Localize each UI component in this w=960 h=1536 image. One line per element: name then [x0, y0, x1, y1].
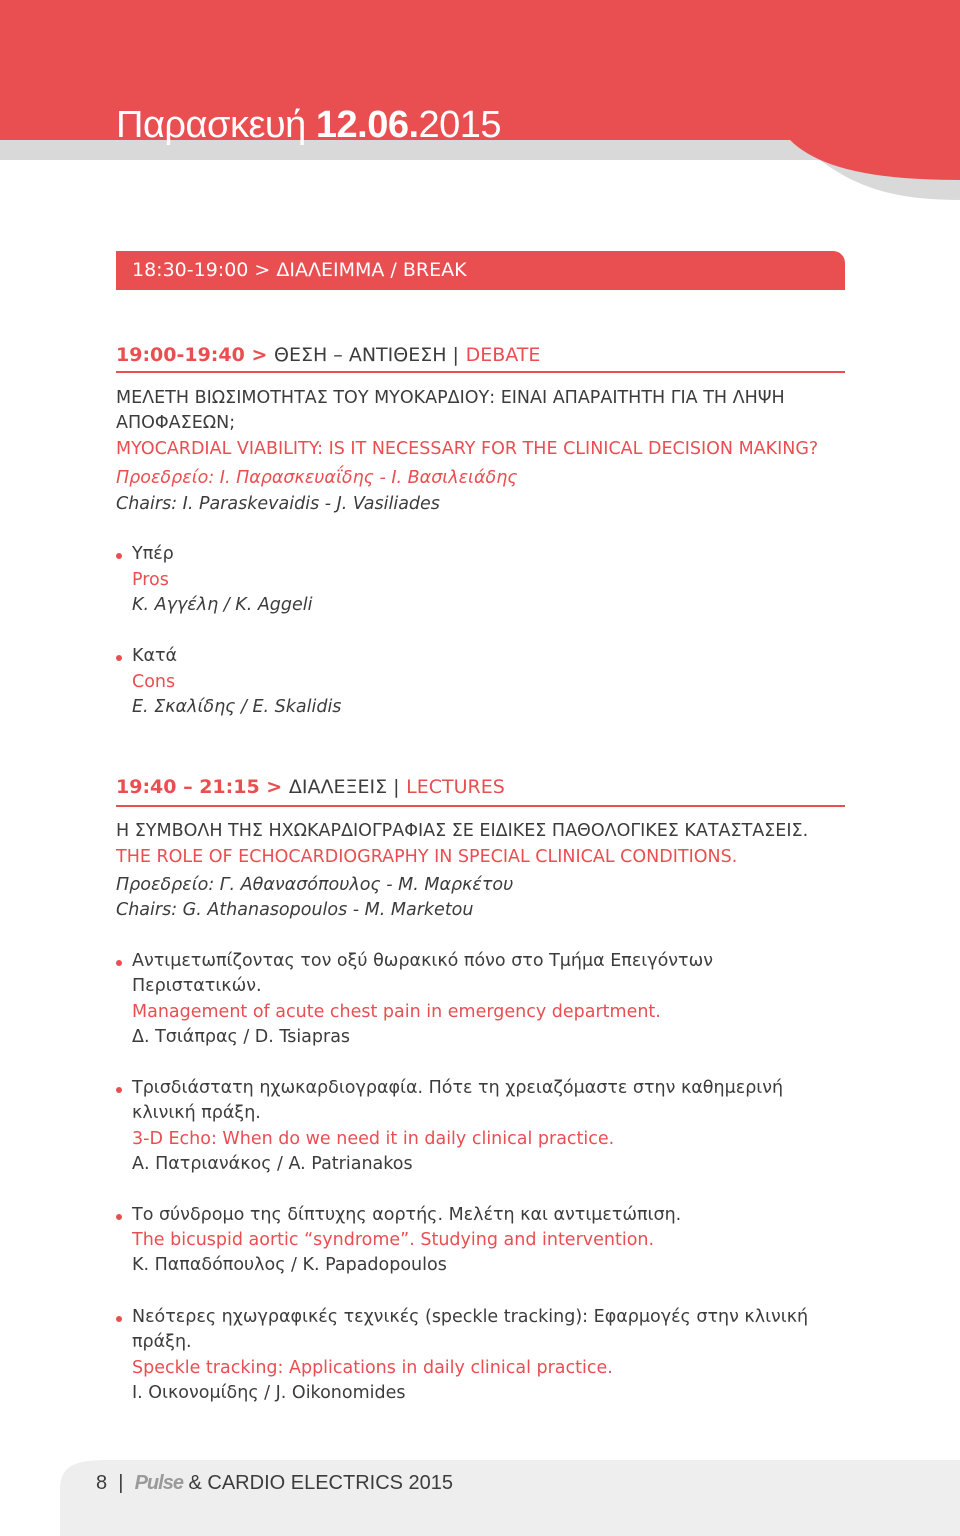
- footer-brand-logo: Pulse: [134, 1472, 183, 1494]
- debate-chairs-en: Chairs: I. Paraskevaidis - J. Vasiliades: [116, 494, 440, 514]
- footer-title: & CARDIO ELECTRICS 2015: [188, 1472, 454, 1494]
- break-text: 18:30-19:00 > ΔΙΑΛΕΙΜΜΑ / BREAK: [132, 259, 467, 281]
- lecture-item-en: The bicuspid aortic “syndrome”. Studying and intervention.: [132, 1230, 655, 1250]
- debate-item-speaker: Κ. Αγγέλη / K. Aggeli: [132, 595, 313, 615]
- debate-title-en: DEBATE: [465, 344, 541, 366]
- debate-chairs-gr: Προεδρείο: Ι. Παρασκευαΐδης - Ι. Βασιλειάδης: [116, 468, 518, 488]
- debate-item-en: Cons: [132, 672, 176, 692]
- debate-item-speaker: Ε. Σκαλίδης / E. Skalidis: [132, 697, 342, 717]
- bullet-icon: [116, 655, 122, 661]
- date-day-month: 12.06.: [315, 104, 419, 146]
- lecture-item-gr-2: κλινική πράξη.: [132, 1103, 261, 1123]
- debate-item-gr: Υπέρ: [132, 544, 174, 564]
- lecture-item-speaker: Α. Πατριανάκος / A. Patrianakos: [132, 1154, 413, 1174]
- debate-item-en: Pros: [132, 570, 169, 590]
- lecture-item-gr-2: Περιστατικών.: [132, 976, 262, 996]
- header-band: [0, 0, 960, 200]
- debate-subtitle-gr-2: ΑΠΟΦΑΣΕΩΝ;: [116, 413, 236, 433]
- bullet-icon: [116, 553, 122, 559]
- bullet-icon: [116, 1316, 122, 1322]
- debate-time: 19:00-19:40 >: [116, 344, 268, 366]
- lecture-item-speaker: Δ. Τσιάπρας / D. Tsiapras: [132, 1027, 351, 1047]
- footer-separator: |: [118, 1472, 124, 1494]
- lecture-item-speaker: Ι. Οικονομίδης / J. Oikonomides: [132, 1383, 406, 1403]
- lectures-rule: [116, 805, 845, 807]
- date-year: 2015: [418, 104, 502, 146]
- lecture-item-en: 3-D Echo: When do we need it in daily clinical practice.: [132, 1129, 615, 1149]
- lecture-item-gr-1: Το σύνδρομο της δίπτυχης αορτής. Μελέτη και αντιμετώπιση.: [132, 1205, 682, 1225]
- debate-rule: [116, 371, 845, 373]
- lectures-heading: [116, 776, 505, 798]
- lecture-item-gr-2: πράξη.: [132, 1332, 192, 1352]
- break-bar: [116, 251, 845, 290]
- lecture-item-gr-1: Νεότερες ηχωγραφικές τεχνικές (speckle tracking): Εφαρμογές στην κλινική: [132, 1307, 809, 1327]
- page-number: 8: [96, 1472, 108, 1494]
- lecture-item-gr-1: Τρισδιάστατη ηχωκαρδιογραφία. Πότε τη χρειαζόμαστε στην καθημερινή: [132, 1078, 784, 1098]
- page-date: [116, 104, 501, 147]
- date-day: Παρασκευή: [116, 104, 306, 146]
- lecture-item-speaker: Κ. Παπαδόπουλος / K. Papadopoulos: [132, 1255, 447, 1275]
- lectures-subtitle-gr: Η ΣΥΜΒΟΛΗ ΤΗΣ ΗΧΩΚΑΡΔΙΟΓΡΑΦΙΑΣ ΣΕ ΕΙΔΙΚΕΣ ΠΑΘΟΛΟΓΙΚΕΣ ΚΑΤΑΣΤΑΣΕΙΣ.: [116, 821, 809, 841]
- page-footer: [96, 1472, 453, 1495]
- debate-subtitle-gr-1: ΜΕΛΕΤΗ ΒΙΩΣΙΜΟΤΗΤΑΣ ΤΟΥ ΜΥΟΚΑΡΔΙΟΥ: ΕΙΝΑΙ ΑΠΑΡΑΙΤΗΤΗ ΓΙΑ ΤΗ ΛΗΨΗ: [116, 388, 785, 408]
- debate-subtitle-en: MYOCARDIAL VIABILITY: IS IT NECESSARY FOR THE CLINICAL DECISION MAKING?: [116, 439, 819, 459]
- lecture-item-en: Management of acute chest pain in emergency department.: [132, 1002, 661, 1022]
- lecture-item-gr-1: Αντιμετωπίζοντας τον οξύ θωρακικό πόνο στο Τμήμα Επειγόντων: [132, 951, 714, 971]
- lectures-title-en: LECTURES: [406, 776, 505, 798]
- bullet-icon: [116, 1087, 122, 1093]
- lectures-time: 19:40 – 21:15 >: [116, 776, 283, 798]
- debate-item-gr: Κατά: [132, 646, 178, 666]
- debate-heading: [116, 344, 540, 366]
- bullet-icon: [116, 960, 122, 966]
- bullet-icon: [116, 1214, 122, 1220]
- debate-title-gr: ΘΕΣΗ – ΑΝΤΙΘΕΣΗ |: [274, 344, 459, 366]
- lectures-chairs-gr: Προεδρείο: Γ. Αθανασόπουλος - Μ. Μαρκέτου: [116, 875, 514, 895]
- lectures-title-gr: ΔΙΑΛΕΞΕΙΣ |: [288, 776, 400, 798]
- lectures-subtitle-en: THE ROLE OF ECHOCARDIOGRAPHY IN SPECIAL CLINICAL CONDITIONS.: [116, 847, 738, 867]
- lectures-chairs-en: Chairs: G. Athanasopoulos - M. Marketou: [116, 900, 474, 920]
- lecture-item-en: Speckle tracking: Applications in daily clinical practice.: [132, 1358, 613, 1378]
